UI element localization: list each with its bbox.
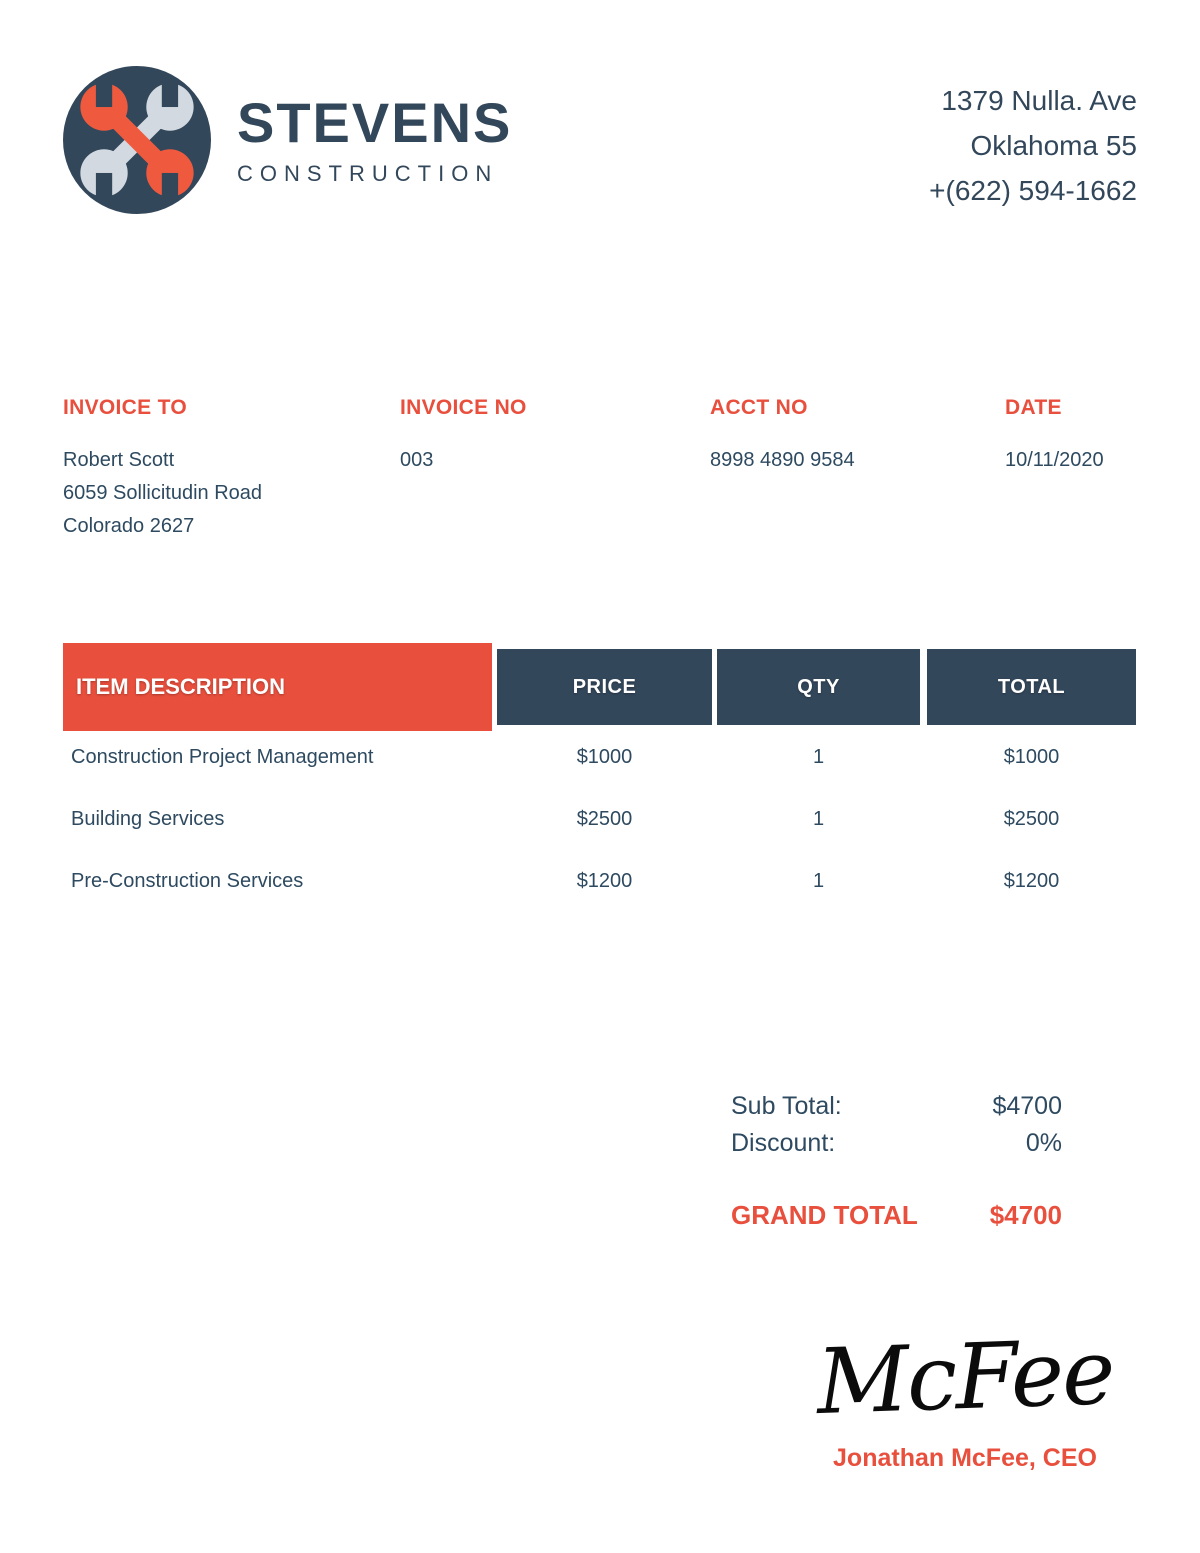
discount-row — [731, 1125, 1062, 1162]
invoice-no-value: 003 — [400, 449, 434, 471]
signature-block — [745, 1319, 1185, 1473]
subtotal-label: Sub Total: — [731, 1092, 842, 1120]
grand-total-label: GRAND TOTAL — [731, 1200, 918, 1230]
discount-value: 0% — [1025, 1129, 1062, 1157]
date-value: 10/11/2020 — [1005, 449, 1104, 471]
grand-total-value: $4700 — [989, 1200, 1062, 1230]
item-price: $2500 — [576, 808, 633, 830]
table-row — [63, 746, 1136, 808]
item-description: Pre-Construction Services — [71, 870, 304, 892]
item-description: Building Services — [71, 808, 225, 830]
company-name: STEVENS — [237, 91, 513, 154]
totals-summary — [731, 1088, 1062, 1234]
acct-no-label: ACCT NO — [710, 396, 808, 419]
company-address — [929, 78, 1137, 213]
item-qty: 1 — [812, 808, 825, 830]
recipient-name: Robert Scott — [63, 449, 175, 471]
company-subtitle: CONSTRUCTION — [237, 161, 499, 186]
company-phone: +(622) 594-1662 — [929, 175, 1137, 206]
invoice-to-block — [63, 396, 400, 543]
subtotal-value: $4700 — [992, 1092, 1062, 1120]
item-qty: 1 — [812, 746, 825, 768]
recipient-street: 6059 Sollicitudin Road — [63, 482, 263, 504]
date-block — [1005, 396, 1137, 543]
company-address-line: 1379 Nulla. Ave — [941, 85, 1137, 116]
signature-script: McFee — [814, 1319, 1116, 1436]
invoice-no-label: INVOICE NO — [400, 396, 527, 419]
table-row — [63, 870, 1136, 932]
discount-label: Discount: — [731, 1129, 836, 1157]
item-price: $1200 — [576, 870, 633, 892]
company-address-line: Oklahoma 55 — [970, 130, 1137, 161]
header — [63, 66, 1137, 214]
items-table — [63, 643, 1136, 932]
brand-text — [237, 91, 513, 187]
item-qty: 1 — [812, 870, 825, 892]
acct-no-block — [710, 396, 1005, 543]
recipient-city: Colorado 2627 — [63, 515, 195, 537]
subtotal-row — [731, 1088, 1062, 1125]
invoice-meta — [63, 396, 1137, 543]
invoice-to-label: INVOICE TO — [63, 396, 187, 419]
item-total: $1000 — [1003, 746, 1060, 768]
col-header-qty: QTY — [717, 649, 920, 725]
grand-total-row — [731, 1197, 1062, 1234]
col-header-total: TOTAL — [927, 649, 1136, 725]
item-total: $2500 — [1003, 808, 1060, 830]
crossed-wrenches-icon — [63, 66, 211, 214]
acct-no-value: 8998 4890 9584 — [710, 449, 855, 471]
invoice-no-block — [400, 396, 710, 543]
item-price: $1000 — [576, 746, 633, 768]
table-row — [63, 808, 1136, 870]
brand — [63, 66, 512, 214]
items-table-header — [63, 643, 1136, 731]
invoice-to-value — [63, 444, 400, 543]
signatory-name: Jonathan McFee, CEO — [833, 1444, 1097, 1472]
date-label: DATE — [1005, 396, 1062, 419]
item-total: $1200 — [1003, 870, 1060, 892]
col-header-price: PRICE — [497, 649, 712, 725]
item-description: Construction Project Management — [71, 746, 374, 768]
col-header-item-description: ITEM DESCRIPTION — [63, 643, 492, 731]
